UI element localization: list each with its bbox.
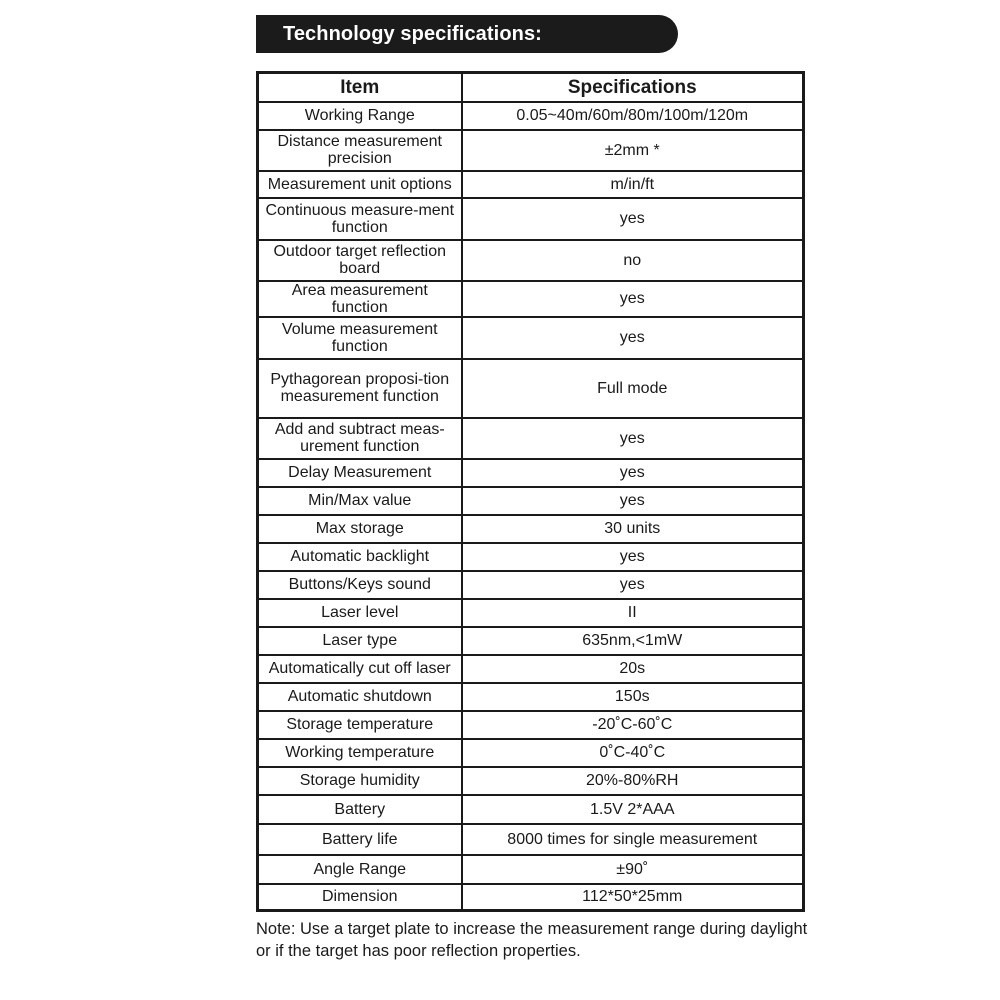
table-row [258,418,804,459]
table-row [258,543,804,571]
spec-cell: m/in/ft [462,171,804,198]
spec-cell: 112*50*25mm [462,884,804,911]
item-cell: Dimension [258,884,462,911]
item-cell: Pythagorean proposi-tion measurement function [258,359,462,418]
item-cell: Battery life [258,824,462,855]
spec-cell: 8000 times for single measurement [462,824,804,855]
table-row [258,240,804,281]
item-cell: Automatic shutdown [258,683,462,711]
item-cell: Measurement unit options [258,171,462,198]
table-row [258,515,804,543]
table-row [258,571,804,599]
item-cell: Add and subtract meas-urement function [258,418,462,459]
spec-cell: 0˚C-40˚C [462,739,804,767]
item-cell: Laser level [258,599,462,627]
item-cell: Laser type [258,627,462,655]
table-row [258,655,804,683]
section-title: Technology specifications: [283,22,542,45]
spec-cell: 0.05~40m/60m/80m/100m/120m [462,102,804,130]
table-row [258,487,804,515]
item-cell: Working Range [258,102,462,130]
item-cell: Buttons/Keys sound [258,571,462,599]
item-cell: Working temperature [258,739,462,767]
spec-cell: II [462,599,804,627]
item-cell: Automatic backlight [258,543,462,571]
item-cell: Delay Measurement [258,459,462,487]
spec-cell: yes [462,198,804,240]
spec-cell: yes [462,281,804,317]
table-row [258,795,804,824]
spec-cell: yes [462,571,804,599]
table-header-row [258,73,804,102]
table-row [258,711,804,739]
table-row [258,359,804,418]
spec-cell: yes [462,487,804,515]
item-cell: Volume measurement function [258,317,462,359]
table-row [258,198,804,240]
spec-cell: ±90˚ [462,855,804,884]
spec-cell: -20˚C-60˚C [462,711,804,739]
table-row [258,102,804,130]
spec-cell: ±2mm * [462,130,804,171]
table-row [258,767,804,795]
column-header-item: Item [258,73,462,102]
item-cell: Storage humidity [258,767,462,795]
table-row [258,627,804,655]
item-cell: Continuous measure-ment function [258,198,462,240]
spec-cell: 20%-80%RH [462,767,804,795]
item-cell: Storage temperature [258,711,462,739]
table-row [258,683,804,711]
section-header-banner [256,15,678,53]
specifications-table [256,71,805,912]
item-cell: Distance measurement precision [258,130,462,171]
table-row [258,459,804,487]
item-cell: Min/Max value [258,487,462,515]
table-row [258,171,804,198]
spec-cell: Full mode [462,359,804,418]
item-cell: Area measurement function [258,281,462,317]
item-cell: Max storage [258,515,462,543]
table-row [258,884,804,911]
footnote-note: Note: Use a target plate to increase the measurement range during daylight or if the target has poor reflection properties. [256,920,808,960]
spec-cell: yes [462,317,804,359]
column-header-specifications: Specifications [462,73,804,102]
spec-cell: no [462,240,804,281]
table-row [258,599,804,627]
spec-cell: 20s [462,655,804,683]
item-cell: Battery [258,795,462,824]
spec-cell: yes [462,543,804,571]
spec-cell: yes [462,418,804,459]
spec-cell: 30 units [462,515,804,543]
spec-cell: 150s [462,683,804,711]
table-row [258,739,804,767]
table-row [258,281,804,317]
table-row [258,855,804,884]
table-row [258,130,804,171]
spec-cell: 635nm,<1mW [462,627,804,655]
spec-cell: yes [462,459,804,487]
item-cell: Angle Range [258,855,462,884]
spec-cell: 1.5V 2*AAA [462,795,804,824]
item-cell: Automatically cut off laser [258,655,462,683]
table-row [258,317,804,359]
item-cell: Outdoor target reflection board [258,240,462,281]
table-row [258,824,804,855]
